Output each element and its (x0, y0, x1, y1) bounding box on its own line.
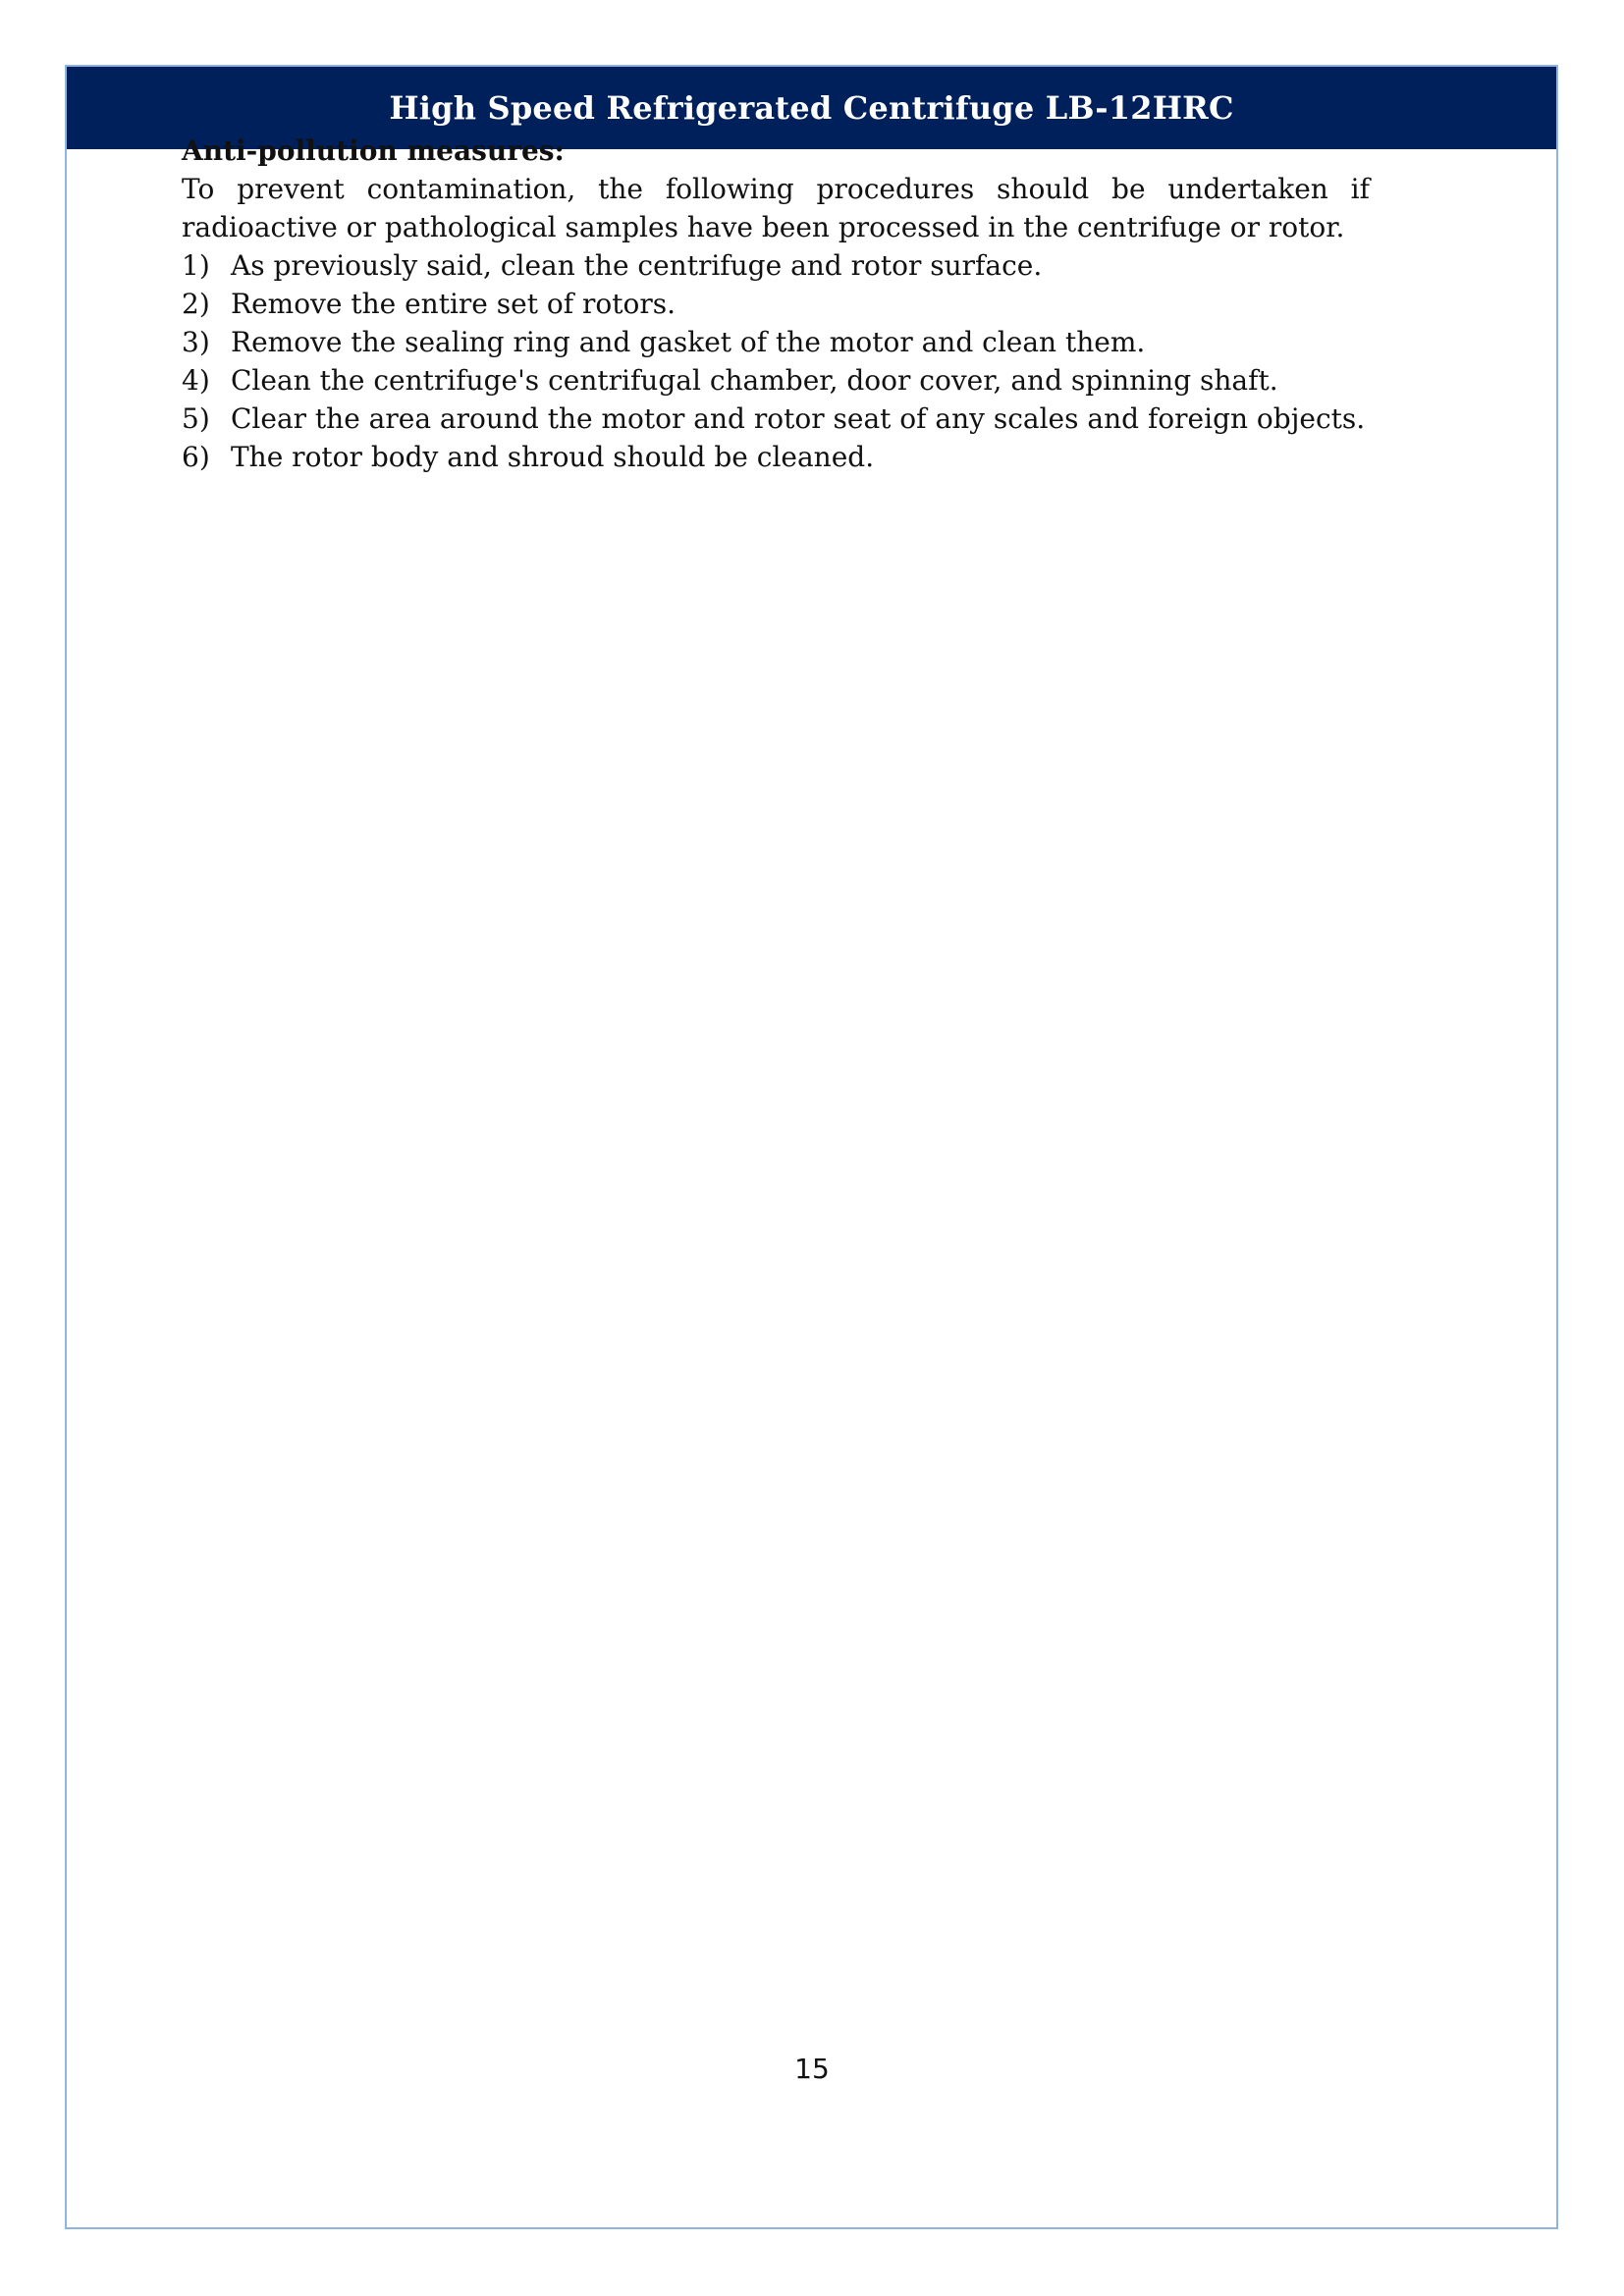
list-item-text: Clean the centrifuge's centrifugal chamber, door cover, and spinning shaft. (231, 364, 1278, 397)
list-item (182, 438, 1370, 476)
section-heading: Anti-pollution measures: (182, 134, 565, 167)
list-item-text: The rotor body and shroud should be cleaned. (231, 441, 875, 473)
list-item-number: 3) (182, 326, 210, 358)
page-number: 15 (794, 2053, 830, 2085)
list-item-text: Remove the sealing ring and gasket of the motor and clean them. (231, 326, 1146, 358)
list-item-text: Remove the entire set of rotors. (231, 288, 676, 320)
main-content (182, 132, 1370, 476)
list-item (182, 400, 1370, 438)
list-item-number: 6) (182, 441, 210, 473)
list-item-number: 5) (182, 402, 210, 435)
list-item-text: Clear the area around the motor and rotor seat of any scales and foreign objects. (231, 402, 1366, 435)
list-item-number: 2) (182, 288, 210, 320)
list-item-number: 1) (182, 249, 210, 282)
list-item (182, 361, 1370, 400)
list-item-text: As previously said, clean the centrifuge and rotor surface. (231, 249, 1043, 282)
list-item (182, 323, 1370, 361)
list-item (182, 246, 1370, 285)
intro-paragraph: To prevent contamination, the following procedures should be undertaken if radioactive or pathological samples have been processed in the centrifuge or rotor. (182, 173, 1370, 243)
document-title: High Speed Refrigerated Centrifuge LB-12HRC (389, 89, 1234, 127)
list-item (182, 285, 1370, 323)
list-item-number: 4) (182, 364, 210, 397)
procedure-list (182, 246, 1370, 476)
